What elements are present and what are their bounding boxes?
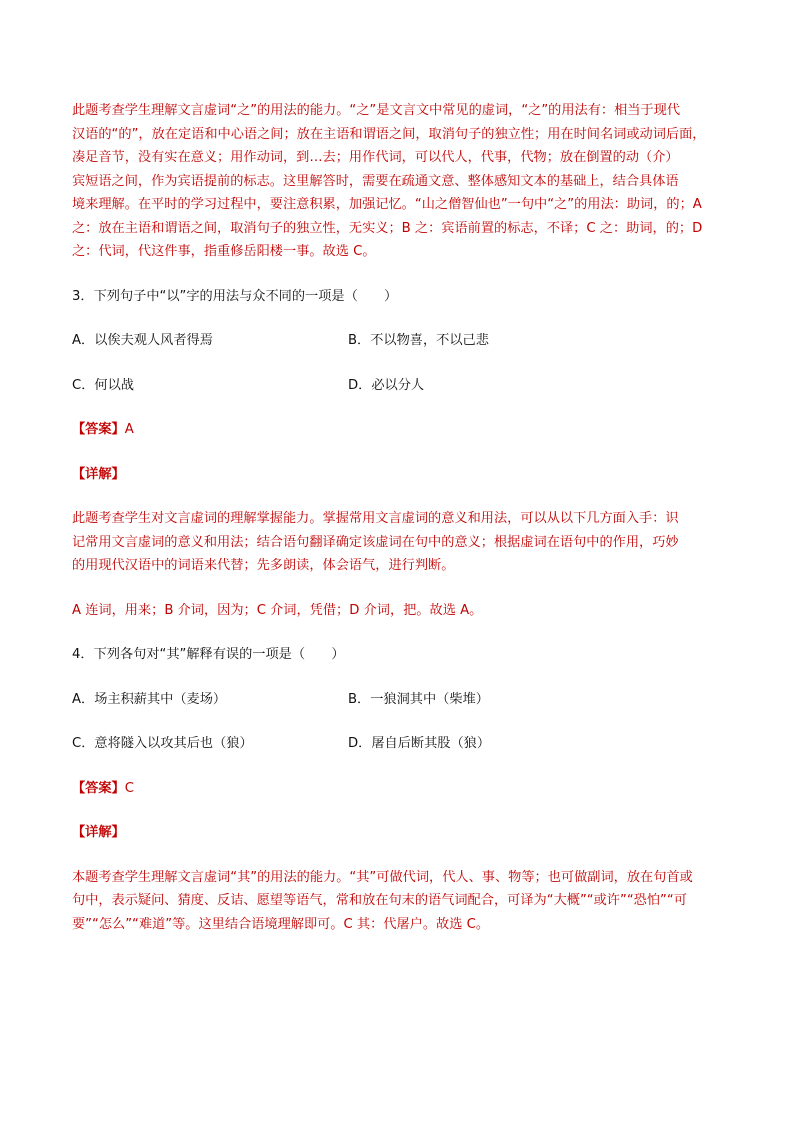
q4-explanation-line-2: 句中，表示疑问、猜度、反诘、愿望等语气，常和放在句末的语气词配合，可译为“大概”“或许”“恐怕”“可	[72, 893, 687, 908]
q3-detail-label-line	[72, 463, 740, 487]
q4-stem: 4．下列各句对“其”解释有误的一项是（ ）	[72, 647, 345, 662]
q4-answer	[72, 777, 740, 801]
q3-explanation-line-3: 的用现代汉语中的词语来代替；先多朗读，体会语气，进行判断。	[72, 558, 455, 573]
q3-option-b: B．不以物喜，不以己悲	[348, 333, 489, 348]
q3-options-row-2	[72, 374, 740, 398]
q4-option-c: C．意将隧入以攻其后也（狼）	[72, 736, 253, 751]
intro-line-4: 宾短语之间，作为宾语提前的标志。这里解答时，需要在疏通文意、整体感知文本的基础上，结合具体语	[72, 173, 679, 189]
q3-answer-value: A	[124, 422, 134, 437]
intro-line-7: 之：代词，代这件事，指重修岳阳楼一事。故选 C。	[72, 244, 376, 259]
q4-detail-label-line	[72, 821, 740, 845]
q4-explanation-line-1: 本题考查学生理解文言虚词“其”的用法的能力。“其”可做代词，代人、事、物等；也可做副词，放在句首或	[72, 869, 693, 885]
q4-detail-label: 【详解】	[72, 825, 125, 840]
q4-option-a: A．场主积薪其中（麦场）	[72, 691, 227, 707]
intro-line-2: 汉语的“的”，放在定语和中心语之间；放在主语和谓语之间，取消句子的独立性；用在时间名词或动词后面，	[72, 126, 706, 142]
q4-options-row-1	[72, 688, 740, 712]
q4-option-d: D．屠自后断其股（狼）	[348, 736, 491, 751]
q4-answer-label: 【答案】	[72, 780, 125, 796]
q4-option-b: B．一狼洞其中（柴堆）	[348, 691, 489, 707]
q3-options-row-1	[72, 329, 740, 353]
intro-line-1: 此题考查学生理解文言虚词“之”的用法的能力。“之”是文言文中常见的虚词，“之”的用法有：相当于现代	[72, 103, 681, 118]
document-page	[72, 99, 740, 936]
q3-option-a: A．以俟夫观人风者得焉	[72, 333, 213, 348]
q4-answer-value: C	[124, 780, 134, 796]
q3-answer-label: 【答案】	[72, 422, 125, 437]
q4-options-row-2	[72, 732, 740, 756]
q3-summary: A 连词，用来；B 介词，因为；C 介词，凭借；D 介词，把。故选 A。	[72, 602, 483, 618]
q3-explanation	[72, 507, 740, 578]
q3-option-d: D．必以分人	[348, 377, 425, 393]
q4-explanation-line-3: 要”“怎么”“难道”等。这里结合语境理解即可。C 其：代屠户。故选 C。	[72, 916, 490, 932]
q3-answer	[72, 418, 740, 442]
intro-line-3: 凑足音节，没有实在意义；用作动词，到…去；用作代词，可以代人，代事，代物；放在倒置的动（介）	[72, 150, 679, 165]
intro-explanation	[72, 99, 740, 264]
q3-detail-label: 【详解】	[72, 466, 125, 482]
q3-option-c: C．何以战	[72, 377, 134, 393]
q3-explanation-line-2: 记常用文言虚词的意义和用法；结合语句翻译确定该虚词在句中的意义；根据虚词在语句中的作用，巧妙	[72, 534, 679, 550]
intro-line-6: 之：放在主语和谓语之间，取消句子的独立性，无实义；B 之：宾语前置的标志，不译；C 之：助词，的；D	[72, 220, 703, 236]
q3-explanation-line-1: 此题考查学生对文言虚词的理解掌握能力。掌握常用文言虚词的意义和用法，可以从以下几方面入手：识	[72, 511, 679, 526]
q4-explanation	[72, 866, 740, 937]
intro-line-5: 境来理解。在平时的学习过程中，要注意积累，加强记忆。“山之僧智仙也”一句中“之”的用法：助词，的；A	[72, 197, 702, 212]
q3-stem: 3．下列句子中“以”字的用法与众不同的一项是（ ）	[72, 288, 398, 304]
